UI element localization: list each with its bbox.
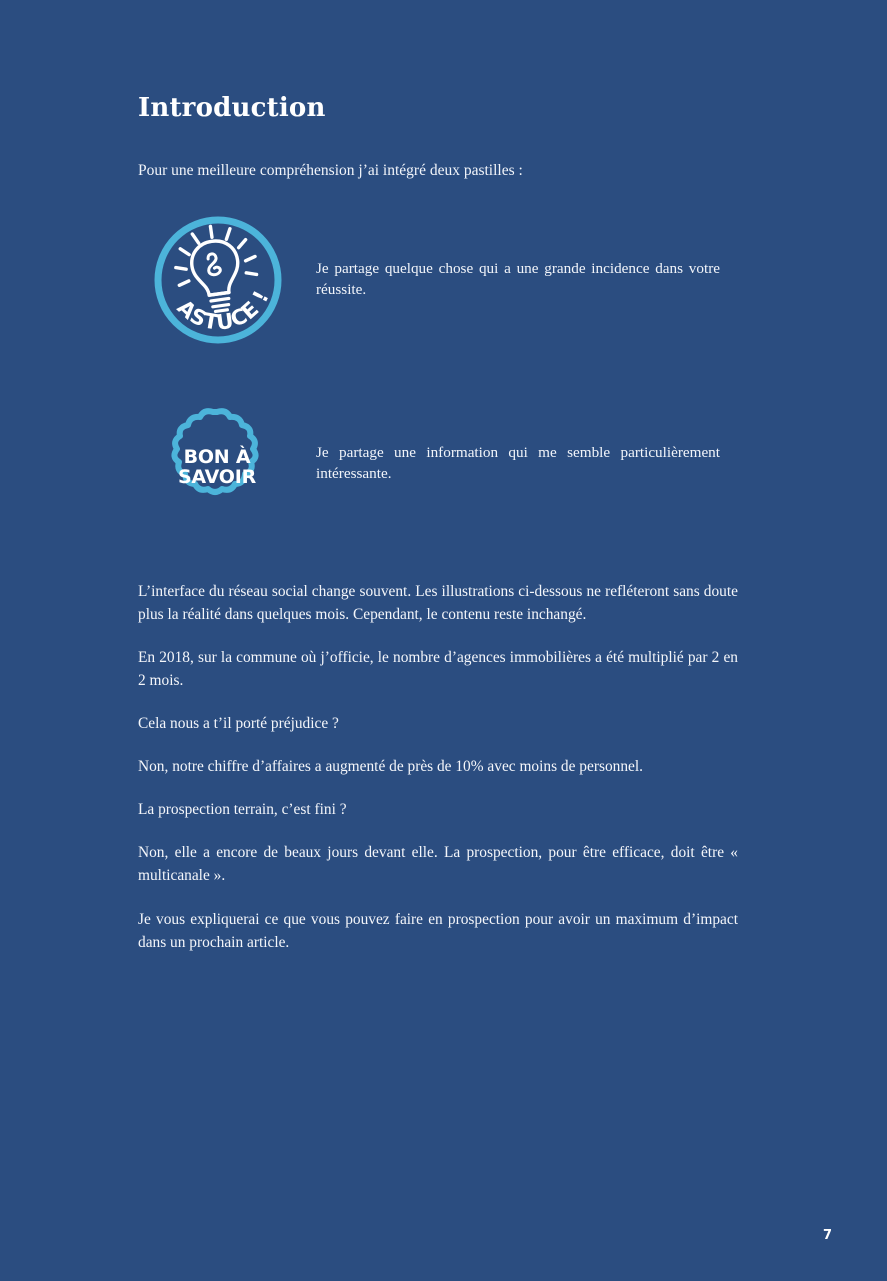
body-paragraph: Cela nous a t’il porté préjudice ? [138, 714, 339, 732]
lightbulb-icon [152, 214, 284, 346]
badge-row-bon-a-savoir [138, 346, 738, 532]
bon-a-savoir-line2: SAVOIR [177, 465, 257, 488]
bon-a-savoir-line1: BON À [183, 445, 251, 468]
astuce-description: Je partage quelque chose qui a une grande incidence dans votre réussite. [316, 259, 720, 299]
bon-a-savoir-description: Je partage une information qui me semble particulièrement intéressante. [316, 443, 720, 483]
intro-paragraph: Pour une meilleure compréhension j’ai intégré deux pastilles : [138, 161, 523, 179]
body-copy [138, 532, 738, 954]
svg-text:ASTUCE !: ASTUCE ! [172, 285, 274, 335]
body-paragraph: La prospection terrain, c’est fini ? [138, 801, 347, 819]
starburst-badge-icon [152, 404, 282, 532]
badge-slot-astuce [138, 214, 316, 346]
badge-slot-bon-a-savoir [138, 404, 316, 532]
body-paragraph: L’interface du réseau social change souvent. Les illustrations ci-dessous ne refléteront sans doute plus la réalité dans quelques mois. Cependant, le contenu reste inchangé. [138, 582, 738, 623]
astuce-badge [152, 214, 284, 346]
body-paragraph: Je vous expliquerai ce que vous pouvez faire en prospection pour avoir un maximum d’impact dans un prochain article. [138, 910, 738, 951]
body-paragraph: En 2018, sur la commune où j’officie, le nombre d’agences immobilières a été multiplié par 2 en 2 mois. [138, 648, 738, 689]
body-paragraph: Non, notre chiffre d’affaires a augmenté de près de 10% avec moins de personnel. [138, 758, 643, 776]
page-title: Introduction [138, 93, 326, 123]
body-paragraph: Non, elle a encore de beaux jours devant elle. La prospection, pour être efficace, doit être « multicanale ». [138, 844, 738, 885]
page-number: 7 [822, 1228, 832, 1243]
page-content [138, 0, 738, 954]
bon-a-savoir-badge [152, 404, 282, 532]
badge-row-astuce [138, 182, 738, 346]
